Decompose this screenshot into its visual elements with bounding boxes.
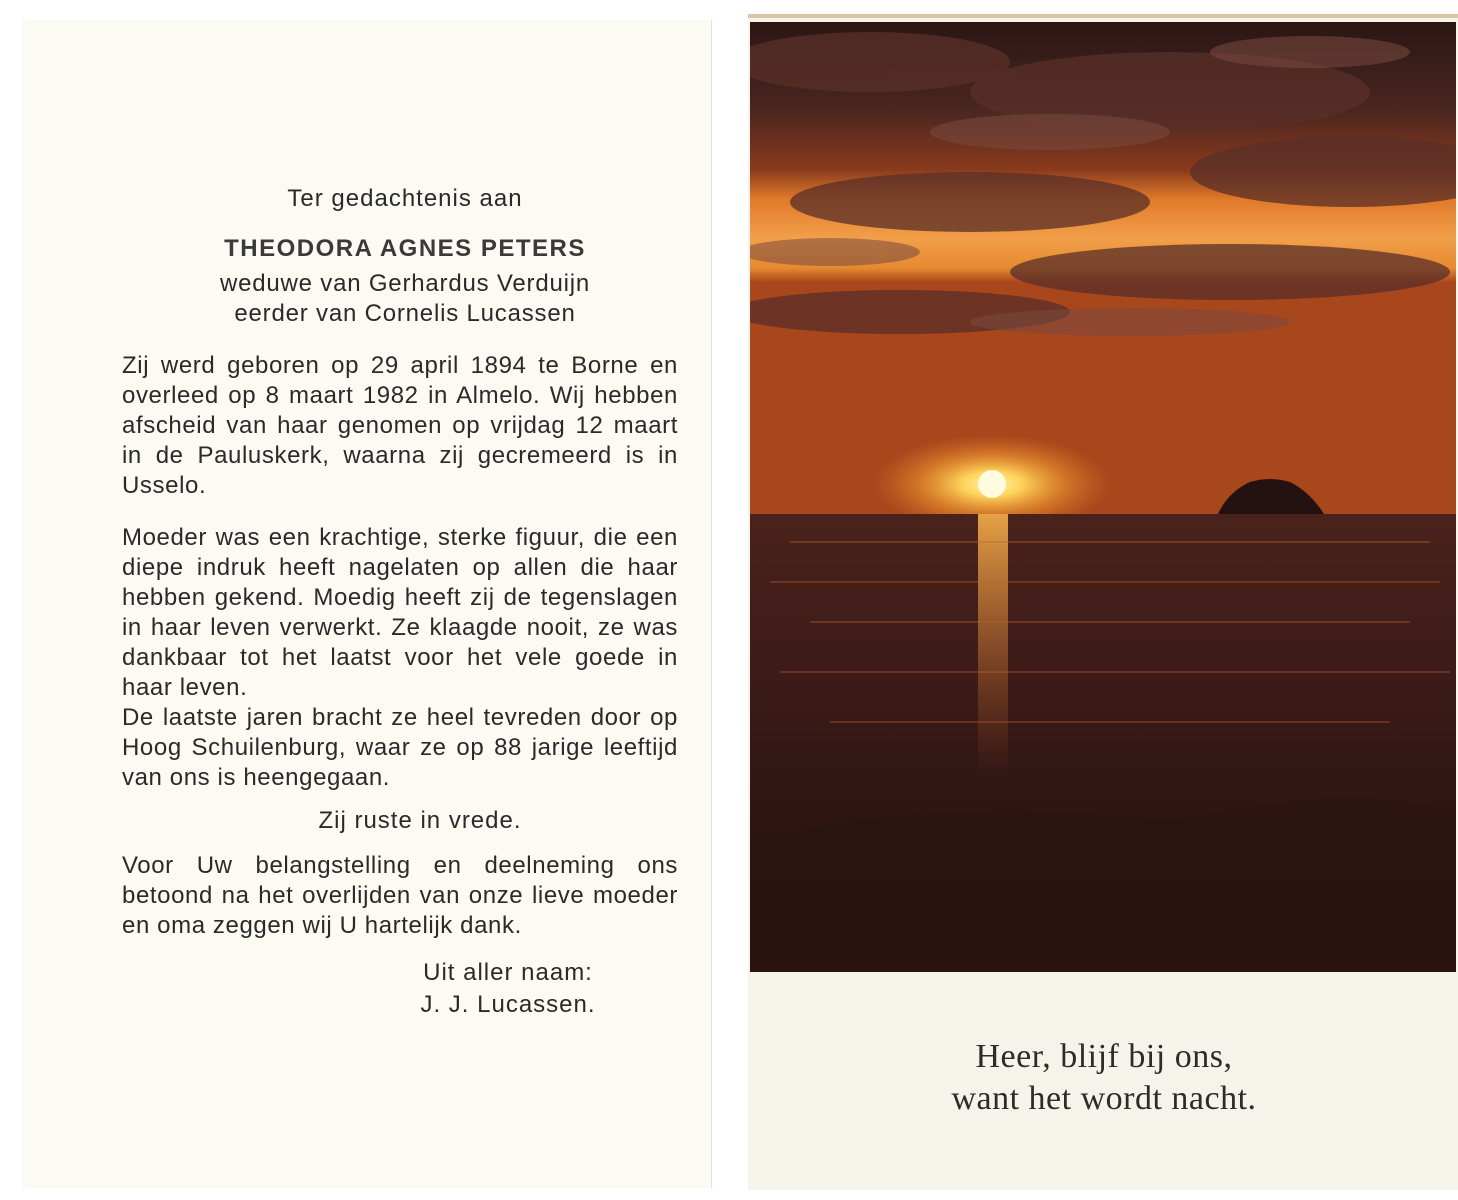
signoff — [398, 957, 618, 1021]
signoff-line-1: Uit aller naam: — [423, 959, 593, 986]
deceased-name: THEODORA AGNES PETERS — [224, 235, 586, 262]
sunset-sea-photo — [750, 22, 1456, 972]
signoff-line-2: J. J. Lucassen. — [420, 991, 596, 1018]
memorial-card-text-side — [22, 20, 712, 1188]
earlier-marriage-line: eerder van Cornelis Lucassen — [234, 300, 576, 327]
widow-line: weduwe van Gerhardus Verduijn — [219, 270, 591, 297]
verse-line-1: Heer, blijf bij ons, — [975, 1038, 1233, 1075]
last-years-paragraph: De laatste jaren bracht ze heel tevreden door op Hoog Schuilenburg, waar ze op 88 jarige leeftijd van ons is heengegaan. — [122, 704, 678, 791]
memorial-text — [122, 185, 678, 1021]
verse — [748, 1036, 1458, 1120]
birth-death-paragraph: Zij werd geboren op 29 april 1894 te Borne en overleed op 8 maart 1982 in Almelo. Wij hebben afscheid van haar genomen op vrijdag 12 maart in de Pauluskerk, waarna zij gecremeerd is in Usselo. — [122, 352, 678, 499]
verse-line-2: want het wordt nacht. — [951, 1080, 1257, 1117]
rest-in-peace-line: Zij ruste in vrede. — [318, 807, 522, 834]
memorial-card-picture-side — [748, 14, 1458, 1190]
intro-line: Ter gedachtenis aan — [287, 185, 523, 212]
thanks-paragraph: Voor Uw belangstelling en deelneming ons betoond na het overlijden van onze lieve moeder en oma zeggen wij U hartelijk dank. — [122, 852, 678, 939]
sunset-illustration — [750, 22, 1456, 972]
character-paragraph: Moeder was een krachtige, sterke figuur, die een diepe indruk heeft nagelaten op allen die haar hebben gekend. Moedig heeft zij de tegenslagen in haar leven verwerkt. Ze klaagde nooit, ze was dankbaar tot het laatst voor het vele goede in haar leven. — [122, 524, 678, 701]
